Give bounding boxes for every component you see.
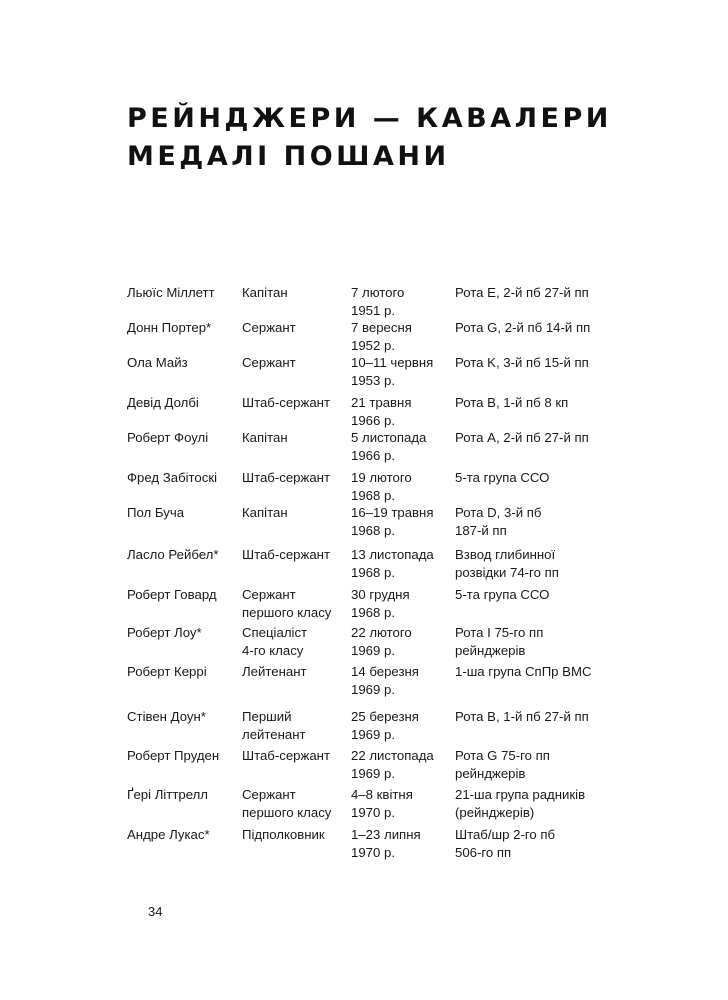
recipient-rank: Сержант (242, 355, 296, 370)
table-row (127, 469, 605, 504)
table-row (127, 319, 605, 354)
action-date: 22 лютого 1969 р. (351, 625, 412, 658)
action-date: 5 листопада 1966 р. (351, 430, 427, 463)
action-date: 19 лютого 1968 р. (351, 470, 412, 503)
action-date: 22 листопада 1969 р. (351, 748, 434, 781)
recipient-rank: Спеціаліст 4-го класу (242, 625, 308, 658)
action-date: 16–19 травня 1968 р. (351, 505, 434, 538)
recipient-unit: Рота D, 3-й пб 187-й пп (455, 505, 542, 538)
action-date: 10–11 червня 1953 р. (351, 355, 434, 388)
recipient-name: Роберт Фоулі (127, 430, 209, 445)
table-row (127, 429, 605, 464)
recipient-rank: Підполковник (242, 827, 325, 842)
recipient-unit: 1-ша група СпПр ВМС (455, 664, 592, 679)
recipient-rank: Штаб-сержант (242, 547, 330, 562)
recipient-unit: Рота B, 1-й пб 27-й пп (455, 709, 589, 724)
recipient-name: Девід Долбі (127, 395, 199, 410)
recipient-unit: Рота G 75-го пп рейнджерів (455, 748, 550, 781)
recipient-unit: Рота A, 2-й пб 27-й пп (455, 430, 589, 445)
table-row (127, 504, 605, 539)
recipient-name: Льюїс Міллетт (127, 285, 215, 300)
recipient-rank: Капітан (242, 285, 288, 300)
recipient-name: Пол Буча (127, 505, 185, 520)
table-row (127, 586, 605, 621)
table-row (127, 354, 605, 389)
action-date: 14 березня 1969 р. (351, 664, 419, 697)
table-row (127, 747, 605, 782)
action-date: 13 листопада 1968 р. (351, 547, 434, 580)
title-line-1: РЕЙНДЖЕРИ — КАВАЛЕРИ (127, 103, 612, 134)
table-row (127, 786, 605, 821)
action-date: 21 травня 1966 р. (351, 395, 412, 428)
action-date: 7 вересня 1952 р. (351, 320, 412, 353)
recipient-unit: Взвод глибинної розвідки 74-го пп (455, 547, 559, 580)
recipient-rank: Капітан (242, 505, 288, 520)
recipient-name: Роберт Лоу* (127, 625, 202, 640)
page-number: 34 (148, 904, 163, 919)
action-date: 30 грудня 1968 р. (351, 587, 410, 620)
recipient-name: Роберт Керрі (127, 664, 207, 679)
action-date: 25 березня 1969 р. (351, 709, 419, 742)
recipient-name: Фред Забітоскі (127, 470, 218, 485)
recipient-unit: Рота B, 1-й пб 8 кп (455, 395, 569, 410)
recipient-unit: Рота I 75-го пп рейнджерів (455, 625, 544, 658)
action-date: 4–8 квітня 1970 р. (351, 787, 413, 820)
recipient-rank: Сержант (242, 320, 296, 335)
recipient-unit: Штаб/шр 2-го пб 506-го пп (455, 827, 556, 860)
recipient-name: Стівен Доун* (127, 709, 206, 724)
recipient-unit: 21-ша група радників (рейнджерів) (455, 787, 586, 820)
recipient-name: Ола Майз (127, 355, 188, 370)
recipient-unit: Рота E, 2-й пб 27-й пп (455, 285, 589, 300)
recipient-unit: Рота G, 2-й пб 14-й пп (455, 320, 591, 335)
recipient-unit: 5-та група ССО (455, 587, 550, 602)
table-row (127, 394, 605, 429)
recipient-rank: Капітан (242, 430, 288, 445)
recipient-name: Андре Лукас* (127, 827, 210, 842)
recipient-rank: Лейтенант (242, 664, 307, 679)
recipient-name: Ґері Літтрелл (127, 787, 208, 802)
recipient-name: Донн Портер* (127, 320, 212, 335)
recipient-rank: Штаб-сержант (242, 395, 330, 410)
title-line-2: МЕДАЛІ ПОШАНИ (127, 141, 450, 172)
recipient-unit: Рота K, 3-й пб 15-й пп (455, 355, 589, 370)
action-date: 1–23 липня 1970 р. (351, 827, 421, 860)
recipient-unit: 5-та група ССО (455, 470, 550, 485)
recipient-rank: Сержант першого класу (242, 787, 332, 820)
table-row (127, 284, 605, 319)
recipient-rank: Штаб-сержант (242, 470, 330, 485)
recipient-rank: Штаб-сержант (242, 748, 330, 763)
table-row (127, 708, 605, 743)
recipient-name: Роберт Пруден (127, 748, 220, 763)
table-row (127, 826, 605, 861)
table-row (127, 663, 605, 698)
action-date: 7 лютого 1951 р. (351, 285, 405, 318)
recipient-rank: Перший лейтенант (242, 709, 306, 742)
page-title (127, 100, 612, 176)
table-row (127, 624, 605, 659)
recipient-name: Ласло Рейбел* (127, 547, 219, 562)
table-row (127, 546, 605, 581)
recipient-rank: Сержант першого класу (242, 587, 332, 620)
recipient-name: Роберт Говард (127, 587, 217, 602)
